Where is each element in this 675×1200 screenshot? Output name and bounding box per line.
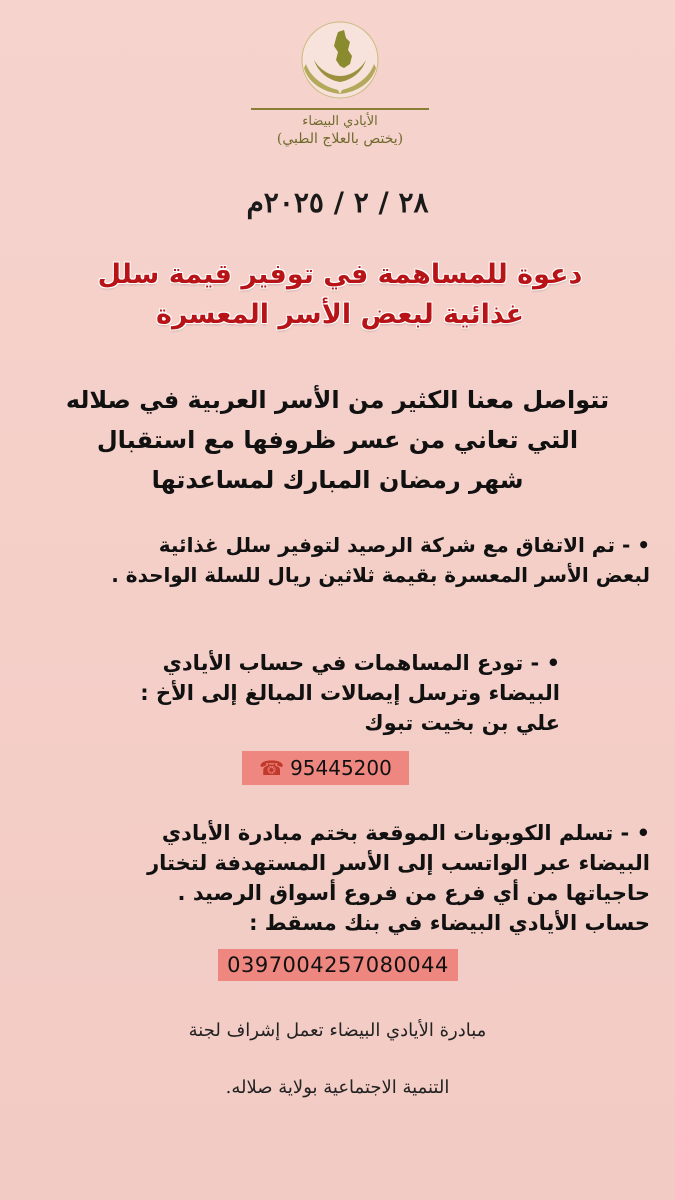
footer-line-1: مبادرة الأيادي البيضاء تعمل إشراف لجنة <box>188 1020 487 1041</box>
intro-line-1: تتواصل معنا الكثير من الأسر العربية في صلاله <box>65 386 610 414</box>
logo-divider <box>251 108 429 110</box>
logo <box>250 20 430 147</box>
bank-account-number: 0397004257080044 <box>227 953 449 977</box>
bullet-coupons-line-2: البيضاء عبر الواتسب إلى الأسر المستهدفة لتختار <box>147 851 650 875</box>
title-line-1: دعوة للمساهمة في توفير قيمة سلل <box>97 259 583 290</box>
bullet-deposit <box>120 648 560 738</box>
logo-name: الأيادي البيضاء <box>302 114 378 129</box>
footer-line-2: التنمية الاجتماعية بولاية صلاله. <box>225 1077 450 1098</box>
phone-number: 95445200 <box>290 756 392 780</box>
title-line-2: غذائية لبعض الأسر المعسرة <box>156 299 524 330</box>
bullet-coupons-line-4: حساب الأيادي البيضاء في بنك مسقط : <box>249 911 650 935</box>
intro-line-3: شهر رمضان المبارك لمساعدتها <box>151 466 524 494</box>
bank-account-box <box>218 949 458 981</box>
bullet-deposit-line-3: علي بن بخيت تبوك <box>364 711 560 735</box>
hands-holding-map-icon <box>300 20 380 104</box>
bullet-agreement-line-1: • - تم الاتفاق مع شركة الرصيد لتوفير سلل غذائية <box>158 533 650 557</box>
bullet-coupons-line-3: حاجياتها من أي فرع من فروع أسواق الرصيد . <box>177 881 650 905</box>
logo-tagline: (يختص بالعلاج الطبي) <box>276 131 404 147</box>
page-title <box>30 255 650 335</box>
bullet-deposit-line-2: البيضاء وترسل إيصالات المبالغ إلى الأخ : <box>140 681 560 705</box>
bullet-agreement <box>20 530 650 590</box>
bullet-coupons <box>20 818 650 938</box>
bullet-coupons-line-1: • - تسلم الكوبونات الموقعة بختم مبادرة الأيادي <box>161 821 650 845</box>
bullet-deposit-line-1: • - تودع المساهمات في حساب الأيادي <box>162 651 560 675</box>
bullet-agreement-line-2: لبعض الأسر المعسرة بقيمة ثلاثين ريال للسلة الواحدة . <box>111 563 650 587</box>
phone-number-box <box>242 751 409 785</box>
intro-line-2: التي تعاني من عسر ظروفها مع استقبال <box>96 426 579 454</box>
intro-paragraph <box>20 380 655 500</box>
telephone-icon: ☎ <box>259 756 285 780</box>
date: ٢٨ / ٢ / ٢٠٢٥م <box>246 186 429 219</box>
